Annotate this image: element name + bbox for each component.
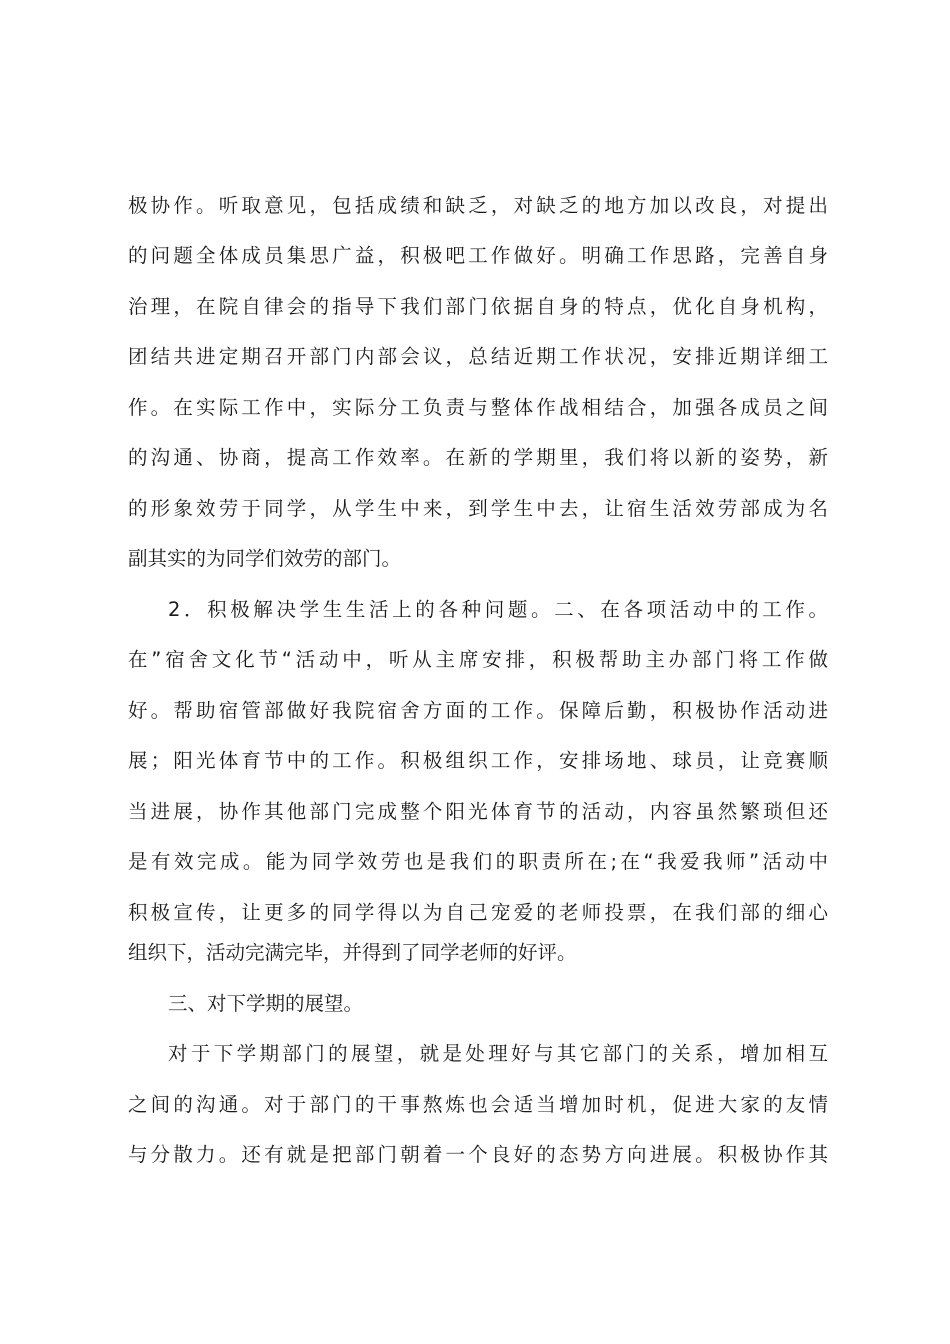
text-line: 积极宣传，让更多的同学得以为自己宠爱的老师投票，在我们部的细心 xyxy=(128,901,828,924)
text-line: 在”宿舍文化节“活动中，听从主席安排，积极帮助主办部门将工作做 xyxy=(128,648,828,671)
text-line: 展；阳光体育节中的工作。积极组织工作，安排场地、球员，让竞赛顺 xyxy=(128,749,828,772)
text-line: 之间的沟通。对于部门的干事熬炼也会适当增加时机，促进大家的友情 xyxy=(128,1093,828,1116)
text-line: 极协作。听取意见，包括成绩和缺乏，对缺乏的地方加以改良，对提出 xyxy=(128,194,828,217)
section-heading: 三、对下学期的展望。 xyxy=(168,992,364,1015)
text-line: 是有效完成。能为同学效劳也是我们的职责所在;在“我爱我师”活动中 xyxy=(128,850,828,873)
text-line: 的形象效劳于同学，从学生中来，到学生中去，让宿生活效劳部成为名 xyxy=(128,497,828,520)
text-line: 的问题全体成员集思广益，积极吧工作做好。明确工作思路，完善自身 xyxy=(128,244,828,267)
text-line: 好。帮助宿管部做好我院宿舍方面的工作。保障后勤，积极协作活动进 xyxy=(128,699,828,722)
text-line: 治理，在院自律会的指导下我们部门依据自身的特点，优化自身机构， xyxy=(128,295,828,318)
text-line: 的沟通、协商，提高工作效率。在新的学期里，我们将以新的姿势，新 xyxy=(128,446,828,469)
text-line: 副其实的为同学们效劳的部门。 xyxy=(128,547,402,570)
text-line: 作。在实际工作中，实际分工负责与整体作战相结合，加强各成员之间 xyxy=(128,396,828,419)
text-line: 当进展，协作其他部门完成整个阳光体育节的活动，内容虽然繁琐但还 xyxy=(128,800,828,823)
paragraph-start-line: 对于下学期部门的展望，就是处理好与其它部门的关系，增加相互 xyxy=(168,1042,828,1065)
text-line: 组织下，活动完满完毕，并得到了同学老师的好评。 xyxy=(128,941,577,964)
text-line: 团结共进定期召开部门内部会议，总结近期工作状况，安排近期详细工 xyxy=(128,345,828,368)
text-line: 与分散力。还有就是把部门朝着一个良好的态势方向进展。积极协作其 xyxy=(128,1143,828,1166)
paragraph-start-line: 2．积极解决学生生活上的各种问题。二、在各项活动中的工作。 xyxy=(168,598,828,621)
